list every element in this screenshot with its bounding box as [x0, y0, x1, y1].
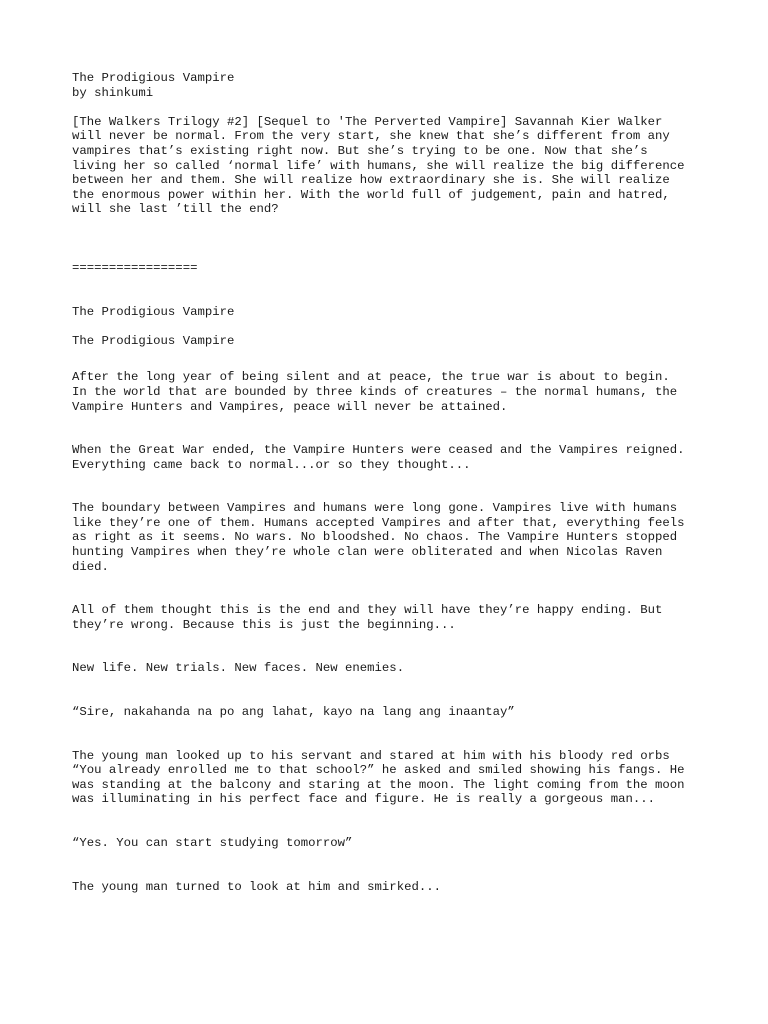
dialogue-line: “Sire, nakahanda na po ang lahat, kayo na lang ang inaantay”: [72, 705, 515, 720]
paragraph: [72, 443, 712, 472]
chapter-heading: The Prodigious Vampire: [72, 333, 235, 348]
paragraph-line: Vampire Hunters and Vampires, peace will never be attained.: [72, 399, 508, 414]
paragraph-line: All of them thought this is the end and they will have they’re happy ending. But: [72, 603, 663, 618]
paragraph-line: The young man turned to look at him and smirked...: [72, 879, 441, 894]
story-summary: [72, 115, 712, 217]
summary-line: living her so called ‘normal life’ with humans, she will realize the big difference: [72, 158, 685, 173]
summary-line: vampires that’s existing right now. But she’s trying to be one. Now that she’s: [72, 143, 648, 158]
paragraph-line: New life. New trials. New faces. New enemies.: [72, 661, 405, 676]
paragraph-line: as right as it seems. No wars. No bloodshed. No chaos. The Vampire Hunters stopped: [72, 530, 678, 545]
summary-line: will she last ’till the end?: [72, 202, 279, 217]
dialogue-line: “Yes. You can start studying tomorrow”: [72, 836, 353, 850]
summary-line: [The Walkers Trilogy #2] [Sequel to 'The Perverted Vampire] Savannah Kier Walker: [72, 114, 663, 129]
paragraph-line: Everything came back to normal...or so they thought...: [72, 457, 471, 472]
summary-line: between her and them. She will realize how extraordinary she is. She will realize: [72, 173, 670, 188]
paragraph-line: The boundary between Vampires and humans were long gone. Vampires live with humans: [72, 501, 678, 516]
summary-line: will never be normal. From the very start, she knew that she’s different from any: [72, 129, 670, 144]
story-title: The Prodigious Vampire: [72, 71, 235, 85]
paragraph: [72, 603, 712, 632]
paragraph: [72, 370, 712, 414]
summary-line: the enormous power within her. With the world full of judgement, pain and hatred,: [72, 187, 670, 202]
paragraph-line: When the Great War ended, the Vampire Hunters were ceased and the Vampires reigned.: [72, 443, 685, 458]
paragraph-line: In the world that are bounded by three kinds of creatures – the normal humans, the: [72, 384, 678, 399]
paragraph: [72, 749, 712, 807]
paragraph-line: “You already enrolled me to that school?” he asked and smiled showing his fangs. He: [72, 763, 685, 778]
document-body: [72, 71, 712, 894]
paragraph-line: was standing at the balcony and staring at the moon. The light coming from the moon: [72, 777, 685, 792]
paragraph-line: hunting Vampires when they’re whole clan were obliterated and when Nicolas Raven: [72, 545, 663, 560]
paragraph-line: After the long year of being silent and at peace, the true war is about to begin.: [72, 370, 670, 385]
story-author: by shinkumi: [72, 85, 154, 100]
paragraph-line: died.: [72, 559, 109, 574]
section-separator: =================: [72, 260, 198, 275]
paragraph-line: The young man looked up to his servant and stared at him with his bloody red orbs: [72, 748, 670, 763]
paragraph-line: they’re wrong. Because this is just the beginning...: [72, 617, 456, 632]
paragraph: [72, 501, 712, 574]
chapter-heading: The Prodigious Vampire: [72, 304, 235, 319]
paragraph-line: was illuminating in his perfect face and figure. He is really a gorgeous man...: [72, 792, 655, 807]
paragraph-line: like they’re one of them. Humans accepted Vampires and after that, everything feels: [72, 515, 685, 530]
